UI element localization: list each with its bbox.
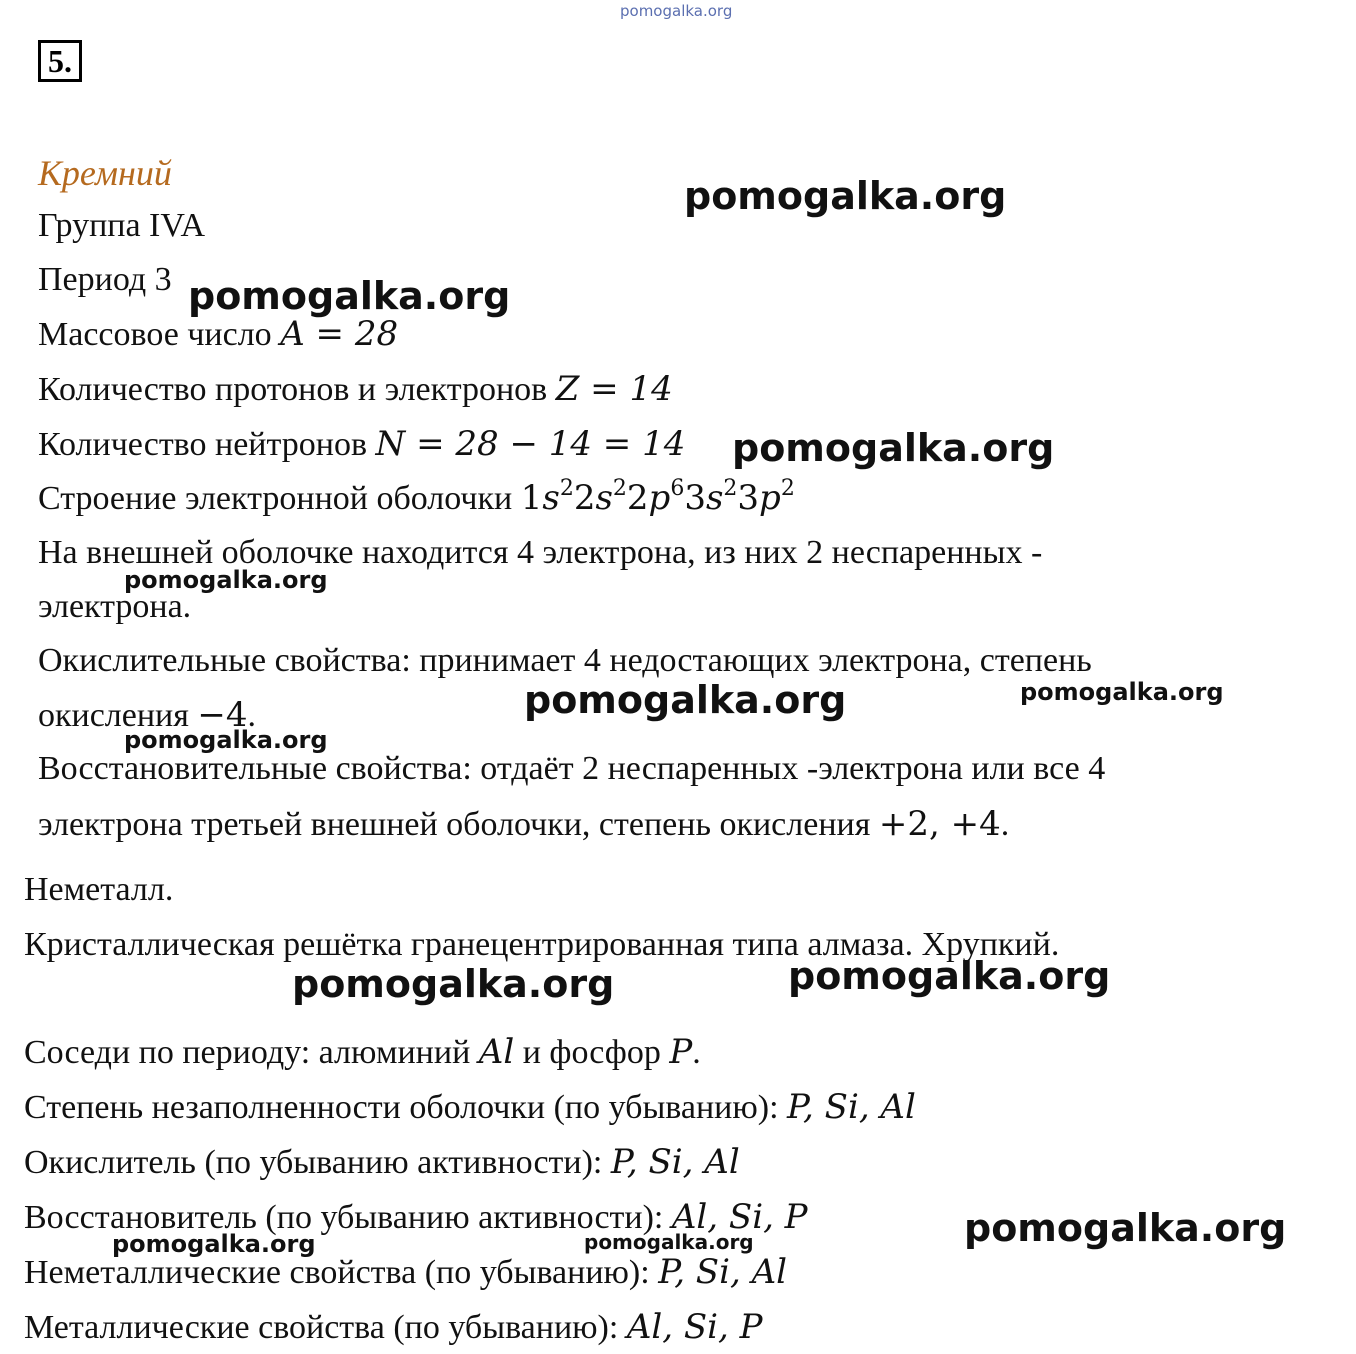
oxidizing-line-2: окисления −4. (38, 695, 257, 735)
watermark: pomogalka.org (524, 678, 847, 722)
top-watermark: pomogalka.org (620, 2, 733, 20)
watermark: pomogalka.org (124, 566, 328, 594)
watermark: pomogalka.org (112, 1230, 316, 1258)
task-number: 5. (38, 40, 82, 82)
neutrons-line (38, 424, 685, 465)
shell-line (38, 478, 795, 519)
neighbors-label: Соседи по периоду: алюминий (24, 1034, 471, 1071)
mass-line (38, 314, 398, 355)
oxidizing-line-1: Окислительные свойства: принимает 4 недостающих электрона, степень (38, 642, 1092, 679)
metallic-label: Металлические свойства (по убыванию): (24, 1309, 619, 1346)
watermark: pomogalka.org (684, 174, 1007, 218)
nonmetallic-line (24, 1252, 787, 1293)
reducing-line-1: Восстановительные свойства: отдаёт 2 неспаренных -электрона или все 4 (38, 750, 1106, 787)
mass-label: Массовое число (38, 316, 272, 353)
electron-configuration: $1s^22s^22p^63s^23p^2$ (520, 476, 795, 518)
element-title: Кремний (38, 153, 172, 193)
outer-shell-line-1: На внешней оболочке находится 4 электрона, из них 2 неспаренных - (38, 534, 1043, 571)
reducing-states: +2, +4 (878, 804, 1001, 844)
outer-shell-line-2: электрона. (38, 588, 192, 625)
nonmetallic-label: Неметаллические свойства (по убыванию): (24, 1254, 650, 1291)
neighbor-p: P (669, 1032, 693, 1072)
watermark: pomogalka.org (1020, 678, 1224, 706)
unfilled-value: P, Si, Al (787, 1087, 916, 1127)
metallic-value: Al, Si, P (626, 1307, 763, 1347)
neighbors-line: Соседи по периоду: алюминий Al и фосфор P. (24, 1032, 701, 1072)
mass-formula: A = 28 (280, 314, 399, 354)
protons-formula: Z = 14 (555, 369, 673, 409)
metallic-line (24, 1307, 763, 1348)
protons-line (38, 369, 673, 410)
reducing-text: электрона третьей внешней оболочки, степень окисления (38, 806, 871, 843)
watermark: pomogalka.org (964, 1206, 1287, 1250)
watermark: pomogalka.org (292, 962, 615, 1006)
unfilled-label: Степень незаполненности оболочки (по убыванию): (24, 1089, 779, 1126)
period-line: Период 3 (38, 261, 172, 298)
neutrons-formula: N = 28 − 14 = 14 (375, 424, 686, 464)
neighbors-and: и фосфор (522, 1034, 661, 1071)
watermark: pomogalka.org (732, 426, 1055, 470)
watermark: pomogalka.org (188, 274, 511, 318)
crystal-line: Кристаллическая решётка гранецентрированная типа алмаза. Хрупкий. (24, 926, 1060, 963)
oxidizer-label: Окислитель (по убыванию активности): (24, 1144, 603, 1181)
reducing-line-2: электрона третьей внешней оболочки, степень окисления +2, +4. (38, 804, 1010, 844)
protons-label: Количество протонов и электронов (38, 371, 548, 408)
nonmetallic-value: P, Si, Al (658, 1252, 788, 1292)
group-line: Группа IVA (38, 207, 206, 244)
shell-label: Строение электронной оболочки (38, 480, 513, 517)
neighbor-al: Al (478, 1032, 515, 1072)
watermark: pomogalka.org (584, 1230, 754, 1254)
oxidizing-state: −4 (197, 695, 248, 735)
watermark: pomogalka.org (124, 726, 328, 754)
oxidizer-line (24, 1142, 740, 1183)
neutrons-label: Количество нейтронов (38, 426, 368, 463)
oxidizer-value: P, Si, Al (610, 1142, 740, 1182)
oxidizing-text: окисления (38, 697, 189, 734)
nonmetal-line: Неметалл. (24, 871, 174, 908)
reducer-label: Восстановитель (по убыванию активности): (24, 1199, 664, 1236)
unfilled-line (24, 1087, 916, 1128)
reducer-value: Al, Si, P (671, 1197, 808, 1237)
watermark: pomogalka.org (788, 954, 1111, 998)
